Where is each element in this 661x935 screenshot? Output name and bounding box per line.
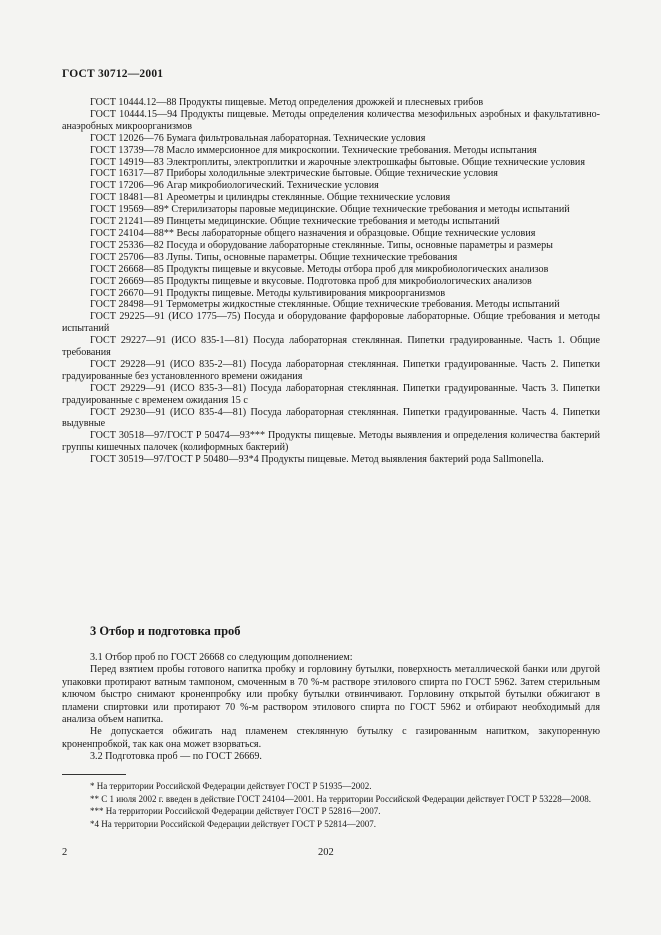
section-body — [62, 652, 600, 764]
reference-item: ГОСТ 10444.15—94 Продукты пищевые. Методы определения количества мезофильных аэробных и факультативно-анаэробных микроорганизмов — [62, 108, 600, 132]
reference-item: ГОСТ 16317—87 Приборы холодильные электрические бытовые. Общие технические условия — [90, 168, 498, 180]
reference-item: ГОСТ 28498—91 Термометры жидкостные стеклянные. Общие технические требования. Методы испытаний — [90, 299, 560, 311]
reference-item: ГОСТ 25706—83 Лупы. Типы, основные параметры. Общие технические требования — [90, 251, 458, 263]
reference-item: ГОСТ 29229—91 (ИСО 835-3—81) Посуда лабораторная стеклянная. Пипетки градуированные. Часть 3. Пипетки градуированные с временем ожидания 15 с — [62, 382, 600, 406]
reference-item: ГОСТ 13739—78 Масло иммерсионное для микроскопии. Технические требования. Методы испытания — [90, 144, 537, 156]
document-header: ГОСТ 30712—2001 — [62, 68, 164, 80]
body-paragraph: Не допускается обжигать над пламенем стеклянную бутылку с газированным напитком, закупоренную кроненпробкой, так как она может взорваться. — [62, 726, 600, 750]
footnote: *4 На территории Российской Федерации действует ГОСТ Р 52814—2007. — [90, 818, 376, 829]
reference-item: ГОСТ 29227—91 (ИСО 835-1—81) Посуда лабораторная стеклянная. Пипетки градуированные. Часть 1. Общие требования — [62, 335, 600, 359]
reference-item: ГОСТ 24104—88** Весы лабораторные общего назначения и образцовые. Общие технические условия — [90, 227, 536, 239]
footnote: ** С 1 июля 2002 г. введен в действие ГОСТ 24104—2001. На территории Российской Федерации действует ГОСТ Р 53228—2008. — [90, 793, 592, 804]
footnotes — [62, 780, 600, 830]
body-paragraph: 3.1 Отбор проб по ГОСТ 26668 со следующим дополнением: — [90, 652, 353, 663]
body-paragraph: Перед взятием пробы готового напитка пробку и горловину бутылки, поверхность металлической банки или другой упаковки протирают ватным тампоном, смоченным в 70 %-м растворе этилового спирта по ГОСТ 5962. Затем стерильным ключом быстро снимают кроненпробку или пробку бутылки отвинчивают. Горловину открытой бутылки обжигают в пламени спиртовки или протирают 70 %-м раствором этилового спирта по ГОСТ 5962 и отбирают необходимый для анализа объем напитка. — [62, 664, 600, 726]
footnote: *** На территории Российской Федерации действует ГОСТ Р 52816—2007. — [90, 806, 381, 817]
normative-references-list — [62, 97, 600, 466]
reference-item: ГОСТ 19569—89* Стерилизаторы паровые медицинские. Общие технические требования и методы испытаний — [90, 204, 570, 216]
reference-item: ГОСТ 14919—83 Электроплиты, электроплитки и жарочные электрошкафы бытовые. Общие технические условия — [90, 156, 585, 168]
reference-item: ГОСТ 21241—89 Пинцеты медицинские. Общие технические требования и методы испытаний — [90, 216, 500, 228]
reference-item: ГОСТ 30519—97/ГОСТ Р 50480—93*4 Продукты пищевые. Метод выявления бактерий рода Sallmonella. — [90, 454, 544, 466]
section-title: 3 Отбор и подготовка проб — [90, 624, 241, 638]
reference-item: ГОСТ 29230—91 (ИСО 835-4—81) Посуда лабораторная стеклянная. Пипетки градуированные. Часть 4. Пипетки выдувные — [62, 406, 600, 430]
reference-item: ГОСТ 26669—85 Продукты пищевые и вкусовые. Подготовка проб для микробиологических анализов — [90, 275, 532, 287]
reference-item: ГОСТ 26670—91 Продукты пищевые. Методы культивирования микроорганизмов — [90, 287, 446, 299]
footnote-divider — [62, 774, 126, 775]
footnote: * На территории Российской Федерации действует ГОСТ Р 51935—2002. — [90, 781, 372, 791]
reference-item: ГОСТ 26668—85 Продукты пищевые и вкусовые. Методы отбора проб для микробиологических анализов — [90, 263, 549, 275]
reference-item: ГОСТ 17206—96 Агар микробиологический. Технические условия — [90, 180, 379, 192]
page-number-left: 2 — [62, 847, 68, 858]
body-paragraph: 3.2 Подготовка проб — по ГОСТ 26669. — [90, 751, 262, 763]
reference-item: ГОСТ 29228—91 (ИСО 835-2—81) Посуда лабораторная стеклянная. Пипетки градуированные. Часть 2. Пипетки градуированные без установленного времени ожидания — [62, 358, 600, 382]
page-number-center: 202 — [318, 847, 334, 858]
reference-item: ГОСТ 29225—91 (ИСО 1775—75) Посуда и оборудование фарфоровые лабораторные. Общие требования и методы испытаний — [62, 311, 600, 335]
reference-item: ГОСТ 18481—81 Ареометры и цилиндры стеклянные. Общие технические условия — [90, 192, 451, 204]
reference-item: ГОСТ 30518—97/ГОСТ Р 50474—93*** Продукты пищевые. Методы выявления и определения количества бактерий группы кишечных палочек (колиформных бактерий) — [62, 430, 600, 454]
reference-item: ГОСТ 10444.12—88 Продукты пищевые. Метод определения дрожжей и плесневых грибов — [90, 97, 484, 108]
reference-item: ГОСТ 12026—76 Бумага фильтровальная лабораторная. Технические условия — [90, 132, 426, 144]
reference-item: ГОСТ 25336—82 Посуда и оборудование лабораторные стеклянные. Типы, основные параметры и размеры — [90, 239, 553, 251]
